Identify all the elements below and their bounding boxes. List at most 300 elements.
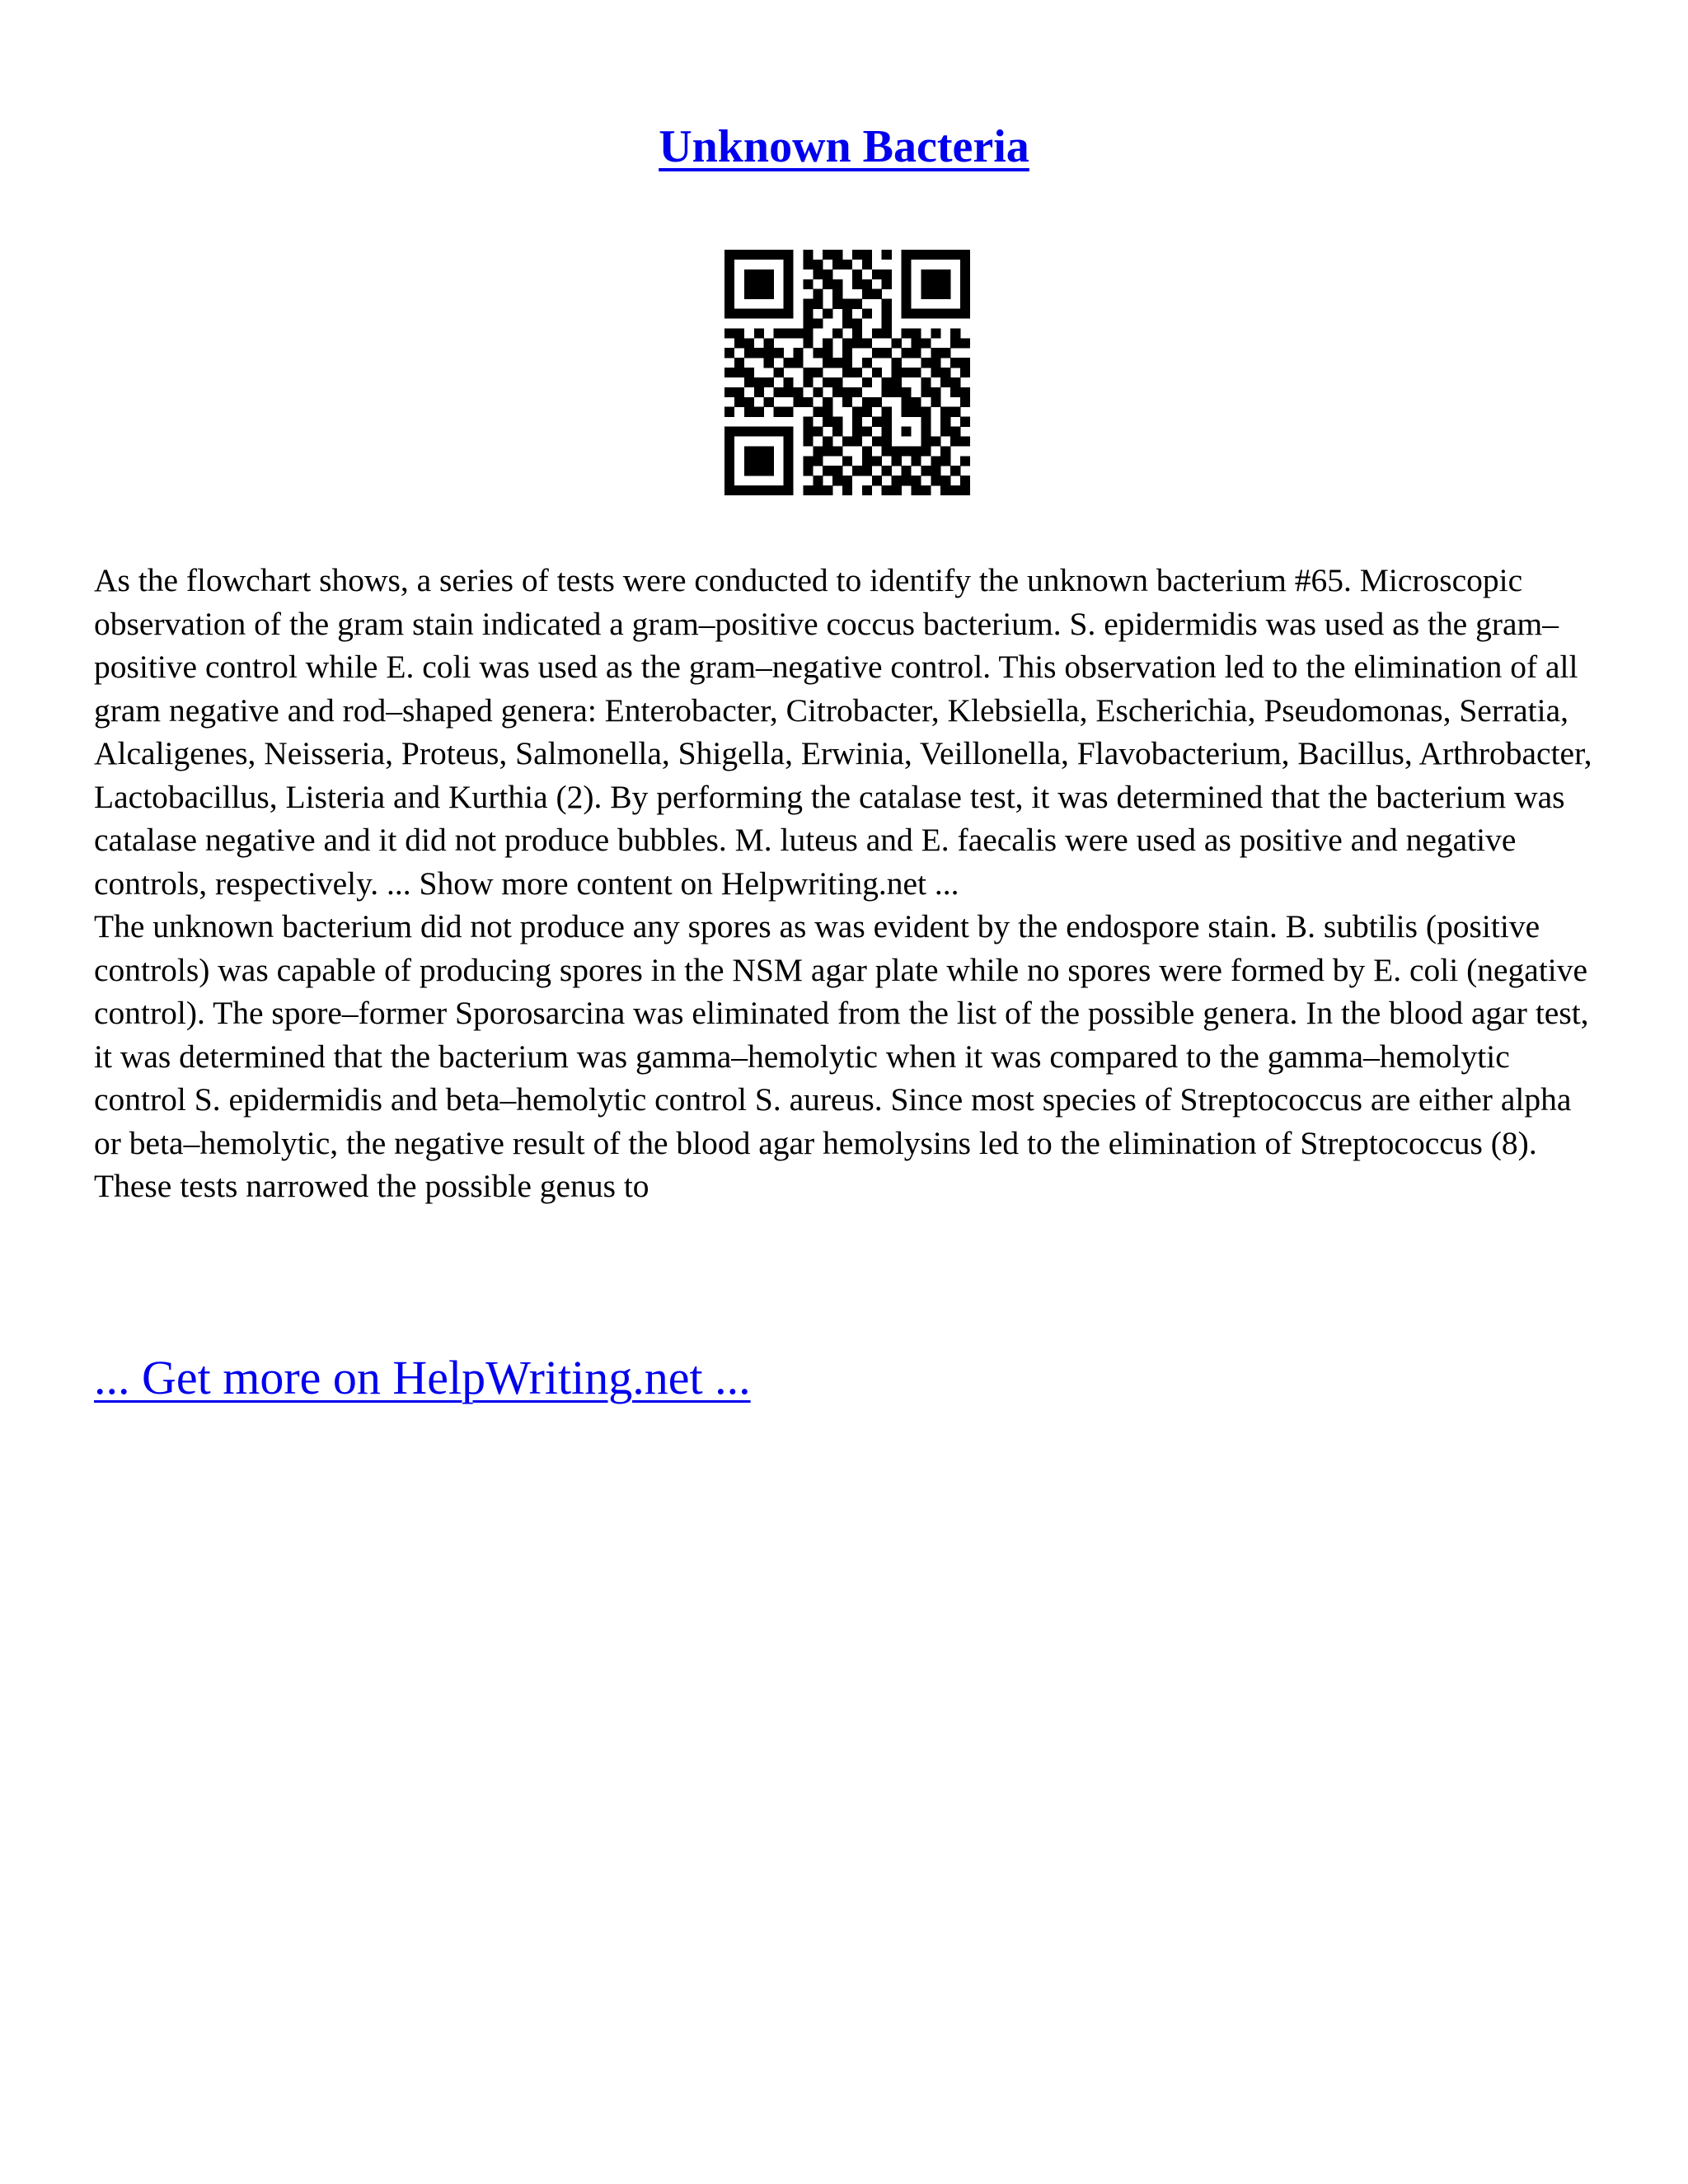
qr-module: [950, 338, 960, 348]
qr-module: [823, 309, 832, 319]
qr-module: [734, 397, 744, 407]
qr-module: [724, 446, 734, 456]
qr-module: [754, 348, 764, 358]
qr-module: [911, 368, 921, 377]
qr-module: [813, 269, 823, 279]
qr-module: [823, 338, 832, 348]
qr-module: [724, 456, 734, 466]
qr-module: [803, 318, 813, 328]
qr-module: [764, 446, 774, 456]
qr-module: [950, 250, 960, 260]
qr-module: [931, 269, 940, 279]
qr-module: [754, 328, 764, 338]
qr-module: [960, 456, 970, 466]
qr-module: [902, 427, 912, 437]
qr-module: [754, 250, 764, 260]
qr-module: [784, 476, 794, 485]
qr-module: [852, 436, 862, 446]
qr-module: [872, 348, 882, 358]
qr-module: [764, 377, 774, 387]
qr-module: [892, 446, 902, 456]
qr-module: [764, 358, 774, 368]
qr-module: [921, 377, 931, 387]
qr-module: [823, 446, 832, 456]
qr-module: [744, 269, 754, 279]
qr-module: [960, 397, 970, 407]
qr-module: [852, 318, 862, 328]
qr-module: [862, 309, 872, 319]
qr-module: [892, 358, 902, 368]
qr-module: [931, 358, 940, 368]
qr-module: [960, 289, 970, 299]
qr-code-icon: [724, 250, 970, 495]
qr-module: [832, 260, 842, 269]
qr-module: [813, 485, 823, 495]
qr-module: [882, 348, 892, 358]
qr-module: [921, 407, 931, 417]
qr-module: [784, 250, 794, 260]
qr-module: [803, 466, 813, 476]
qr-module: [744, 250, 754, 260]
qr-module: [784, 328, 794, 338]
qr-module: [872, 436, 882, 446]
qr-module: [902, 328, 912, 338]
page-title: [0, 114, 1688, 180]
qr-module: [823, 417, 832, 427]
qr-module: [940, 377, 950, 387]
qr-module: [734, 358, 744, 368]
qr-module: [921, 269, 931, 279]
qr-code-graphic: [724, 250, 970, 495]
qr-module: [724, 476, 734, 485]
qr-module: [784, 456, 794, 466]
qr-module: [902, 279, 912, 289]
qr-module: [902, 299, 912, 309]
qr-module: [842, 260, 852, 269]
qr-module: [862, 446, 872, 456]
qr-module: [931, 397, 940, 407]
qr-module: [784, 446, 794, 456]
qr-module: [902, 446, 912, 456]
qr-module: [803, 250, 813, 260]
qr-module: [921, 417, 931, 427]
qr-module: [892, 377, 902, 387]
qr-module: [803, 427, 813, 437]
qr-module: [764, 289, 774, 299]
qr-module: [823, 279, 832, 289]
qr-module: [921, 279, 931, 289]
qr-module: [852, 427, 862, 437]
qr-module: [950, 427, 960, 437]
qr-module: [911, 456, 921, 466]
title-link[interactable]: Unknown Bacteria: [659, 121, 1029, 172]
qr-module: [784, 466, 794, 476]
qr-module: [892, 485, 902, 495]
qr-module: [803, 377, 813, 387]
qr-module: [764, 309, 774, 319]
qr-module: [911, 250, 921, 260]
qr-module: [921, 427, 931, 437]
qr-module: [921, 338, 931, 348]
qr-module: [911, 476, 921, 485]
qr-module: [921, 485, 931, 495]
qr-module: [803, 397, 813, 407]
qr-module: [960, 279, 970, 289]
qr-module: [793, 348, 803, 358]
qr-module: [764, 466, 774, 476]
qr-module: [744, 338, 754, 348]
qr-module: [931, 348, 940, 358]
qr-module: [882, 377, 892, 387]
qr-module: [931, 476, 940, 485]
qr-module: [734, 387, 744, 397]
qr-module: [940, 269, 950, 279]
qr-module: [862, 485, 872, 495]
qr-module: [950, 387, 960, 397]
qr-module: [803, 279, 813, 289]
qr-module: [813, 368, 823, 377]
qr-module: [892, 476, 902, 485]
qr-module: [724, 250, 734, 260]
qr-module: [724, 279, 734, 289]
qr-module: [842, 436, 852, 446]
qr-module: [754, 446, 764, 456]
qr-module: [931, 436, 940, 446]
qr-module: [882, 318, 892, 328]
qr-module: [784, 299, 794, 309]
qr-module: [882, 466, 892, 476]
qr-module: [852, 368, 862, 377]
qr-module: [902, 466, 912, 476]
qr-module: [734, 250, 744, 260]
qr-module: [803, 260, 813, 269]
qr-module: [882, 309, 892, 319]
qr-module: [724, 407, 734, 417]
qr-module: [744, 485, 754, 495]
qr-module: [960, 269, 970, 279]
qr-module: [862, 279, 872, 289]
qr-module: [842, 348, 852, 358]
qr-module: [921, 250, 931, 260]
qr-module: [784, 358, 794, 368]
qr-module: [882, 269, 892, 279]
qr-module: [754, 485, 764, 495]
qr-module: [832, 279, 842, 289]
qr-module: [793, 328, 803, 338]
qr-module: [764, 456, 774, 466]
qr-module: [813, 476, 823, 485]
qr-module: [764, 250, 774, 260]
qr-module: [902, 387, 912, 397]
qr-module: [940, 407, 950, 417]
qr-module: [842, 485, 852, 495]
qr-module: [911, 397, 921, 407]
qr-module: [862, 377, 872, 387]
qr-module: [892, 456, 902, 466]
qr-module: [813, 289, 823, 299]
qr-module: [754, 387, 764, 397]
qr-module: [784, 485, 794, 495]
qr-module: [724, 387, 734, 397]
qr-module: [950, 328, 960, 338]
qr-module: [764, 348, 774, 358]
qr-module: [724, 299, 734, 309]
qr-module: [872, 397, 882, 407]
qr-module: [940, 289, 950, 299]
qr-module: [950, 407, 960, 417]
qr-module: [872, 328, 882, 338]
qr-module: [774, 309, 784, 319]
qr-module: [784, 269, 794, 279]
qr-module: [754, 269, 764, 279]
qr-module: [724, 260, 734, 269]
qr-module: [960, 309, 970, 319]
qr-module: [921, 309, 931, 319]
qr-module: [744, 397, 754, 407]
qr-module: [734, 427, 744, 437]
qr-module: [764, 279, 774, 289]
qr-module: [774, 387, 784, 397]
qr-module: [774, 348, 784, 358]
qr-module: [813, 407, 823, 417]
qr-module: [754, 309, 764, 319]
qr-module: [882, 387, 892, 397]
qr-module: [862, 427, 872, 437]
qr-module: [744, 289, 754, 299]
qr-module: [882, 279, 892, 289]
qr-module: [744, 446, 754, 456]
qr-module: [862, 289, 872, 299]
qr-module: [754, 279, 764, 289]
qr-module: [774, 485, 784, 495]
qr-module: [852, 417, 862, 427]
qr-module: [852, 299, 862, 309]
qr-module: [832, 466, 842, 476]
qr-module: [940, 368, 950, 377]
qr-module: [862, 456, 872, 466]
qr-module: [754, 407, 764, 417]
qr-module: [921, 466, 931, 476]
qr-module: [872, 417, 882, 427]
qr-module: [902, 309, 912, 319]
qr-module: [744, 279, 754, 289]
qr-module: [823, 377, 832, 387]
qr-module: [940, 485, 950, 495]
qr-module: [882, 299, 892, 309]
qr-module: [940, 446, 950, 456]
qr-module: [744, 456, 754, 466]
qr-module: [813, 446, 823, 456]
qr-module: [940, 279, 950, 289]
qr-module: [803, 299, 813, 309]
qr-module: [803, 328, 813, 338]
qr-module: [921, 387, 931, 397]
qr-module: [813, 318, 823, 328]
qr-module: [724, 466, 734, 476]
qr-module: [960, 476, 970, 485]
qr-module: [852, 387, 862, 397]
qr-module: [784, 309, 794, 319]
qr-module: [803, 309, 813, 319]
qr-module: [784, 260, 794, 269]
qr-module: [793, 387, 803, 397]
qr-module: [803, 338, 813, 348]
qr-module: [832, 377, 842, 387]
qr-module: [862, 407, 872, 417]
qr-module: [744, 427, 754, 437]
qr-module: [813, 427, 823, 437]
qr-module: [724, 328, 734, 338]
qr-module: [960, 250, 970, 260]
qr-module: [882, 485, 892, 495]
qr-module: [744, 407, 754, 417]
qr-module: [823, 348, 832, 358]
qr-module: [784, 427, 794, 437]
qr-module: [823, 358, 832, 368]
qr-module: [764, 485, 774, 495]
qr-module: [754, 289, 764, 299]
qr-module: [882, 427, 892, 437]
qr-module: [832, 476, 842, 485]
qr-module: [931, 368, 940, 377]
qr-module: [734, 338, 744, 348]
qr-module: [931, 279, 940, 289]
qr-module: [832, 427, 842, 437]
qr-module: [911, 485, 921, 495]
qr-module: [940, 348, 950, 358]
qr-module: [784, 436, 794, 446]
qr-module: [744, 466, 754, 476]
qr-module: [842, 397, 852, 407]
qr-module: [902, 348, 912, 358]
qr-module: [813, 260, 823, 269]
qr-module: [842, 309, 852, 319]
qr-module: [950, 358, 960, 368]
qr-module: [842, 476, 852, 485]
qr-module: [744, 348, 754, 358]
qr-module: [960, 485, 970, 495]
qr-module: [842, 299, 852, 309]
qr-module: [960, 358, 970, 368]
qr-module: [921, 358, 931, 368]
qr-module: [754, 466, 764, 476]
qr-module: [960, 299, 970, 309]
qr-module: [940, 456, 950, 466]
qr-module: [862, 338, 872, 348]
qr-module: [744, 309, 754, 319]
qr-module: [931, 289, 940, 299]
qr-module: [950, 377, 960, 387]
qr-module: [842, 358, 852, 368]
qr-module: [813, 387, 823, 397]
qr-module: [803, 485, 813, 495]
qr-module: [832, 358, 842, 368]
qr-module: [842, 368, 852, 377]
qr-module: [940, 250, 950, 260]
qr-module: [892, 338, 902, 348]
qr-module: [872, 456, 882, 466]
qr-module: [832, 328, 842, 338]
qr-module: [882, 407, 892, 417]
get-more-paragraph: [94, 1345, 751, 1411]
qr-module: [960, 260, 970, 269]
qr-module: [774, 427, 784, 437]
qr-module: [823, 269, 832, 279]
qr-module: [764, 397, 774, 407]
qr-module: [823, 485, 832, 495]
qr-module: [803, 436, 813, 446]
qr-module: [832, 417, 842, 427]
qr-module: [774, 328, 784, 338]
qr-module: [734, 309, 744, 319]
qr-module: [862, 466, 872, 476]
qr-module: [813, 456, 823, 466]
qr-module: [724, 436, 734, 446]
qr-module: [823, 397, 832, 407]
qr-module: [734, 485, 744, 495]
qr-module: [931, 250, 940, 260]
qr-module: [902, 368, 912, 377]
qr-module: [950, 436, 960, 446]
qr-module: [724, 427, 734, 437]
get-more-link[interactable]: ... Get more on HelpWriting.net ...: [94, 1351, 751, 1404]
qr-module: [842, 338, 852, 348]
qr-module: [832, 299, 842, 309]
qr-module: [832, 289, 842, 299]
qr-module: [842, 456, 852, 466]
qr-module: [832, 446, 842, 456]
qr-module: [813, 299, 823, 309]
qr-module: [902, 397, 912, 407]
qr-module: [902, 260, 912, 269]
qr-module: [754, 456, 764, 466]
qr-module: [842, 387, 852, 397]
qr-module: [882, 436, 892, 446]
qr-module: [911, 407, 921, 417]
qr-module: [774, 250, 784, 260]
qr-module: [744, 368, 754, 377]
qr-module: [921, 289, 931, 299]
qr-module: [724, 289, 734, 299]
qr-module: [931, 328, 940, 338]
qr-module: [823, 250, 832, 260]
qr-module: [724, 309, 734, 319]
qr-module: [823, 407, 832, 417]
qr-module: [960, 417, 970, 427]
qr-module: [734, 328, 744, 338]
qr-module: [931, 309, 940, 319]
qr-module: [921, 446, 931, 456]
qr-module: [872, 476, 882, 485]
qr-module: [724, 368, 734, 377]
qr-module: [852, 279, 862, 289]
qr-module: [852, 250, 862, 260]
qr-module: [940, 476, 950, 485]
qr-module: [902, 250, 912, 260]
qr-module: [793, 397, 803, 407]
qr-module: [842, 318, 852, 328]
qr-module: [734, 368, 744, 377]
qr-module: [803, 456, 813, 466]
qr-module: [902, 289, 912, 299]
qr-module: [832, 387, 842, 397]
qr-module: [852, 269, 862, 279]
qr-module: [902, 269, 912, 279]
qr-module: [872, 269, 882, 279]
qr-module: [832, 250, 842, 260]
article-body: As the flowchart shows, a series of tests were conducted to identify the unknown bacterium #65. Microscopic observation of the gram stain indicated a gram–positive coccus bacterium. S. epidermidis was used as the gram–positive control while E. coli was used as the gram–negative control. This observation led to the elimination of all gram negative and rod–shaped genera: Enterobacter, Citrobacter, Klebsiella, Escherichia, Pseudomonas, Serratia, Alcaligenes, Neisseria, Proteus, Salmonella, Shigella, Erwinia, Veillonella, Flavobacterium, Bacillus, Arthrobacter, Lactobacillus, Listeria and Kurthia (2). By performing the catalase test, it was determined that the bacterium was catalase negative and it did not produce bubbles. M. luteus and E. faecalis were used as positive and negative controls, respectively. ... Show more content on Helpwriting.net ... The unknown bacterium did not produce any spores as was evident by the endospore stain. B. subtilis (positive controls) was capable of producing spores in the NSM agar plate while no spores were formed by E. coli (negative control). The spore–former Sporosarcina was eliminated from the list of the possible genera. In the blood agar test, it was determined that the bacterium was gamma–hemolytic when it was compared to the gamma–hemolytic control S. epidermidis and beta–hemolytic control S. aureus. Since most species of Streptococcus are either alpha or beta–hemolytic, the negative result of the blood agar hemolysins led to the elimination of Streptococcus (8). These tests narrowed the possible genus to: [94, 562, 1592, 1204]
qr-module: [940, 417, 950, 427]
